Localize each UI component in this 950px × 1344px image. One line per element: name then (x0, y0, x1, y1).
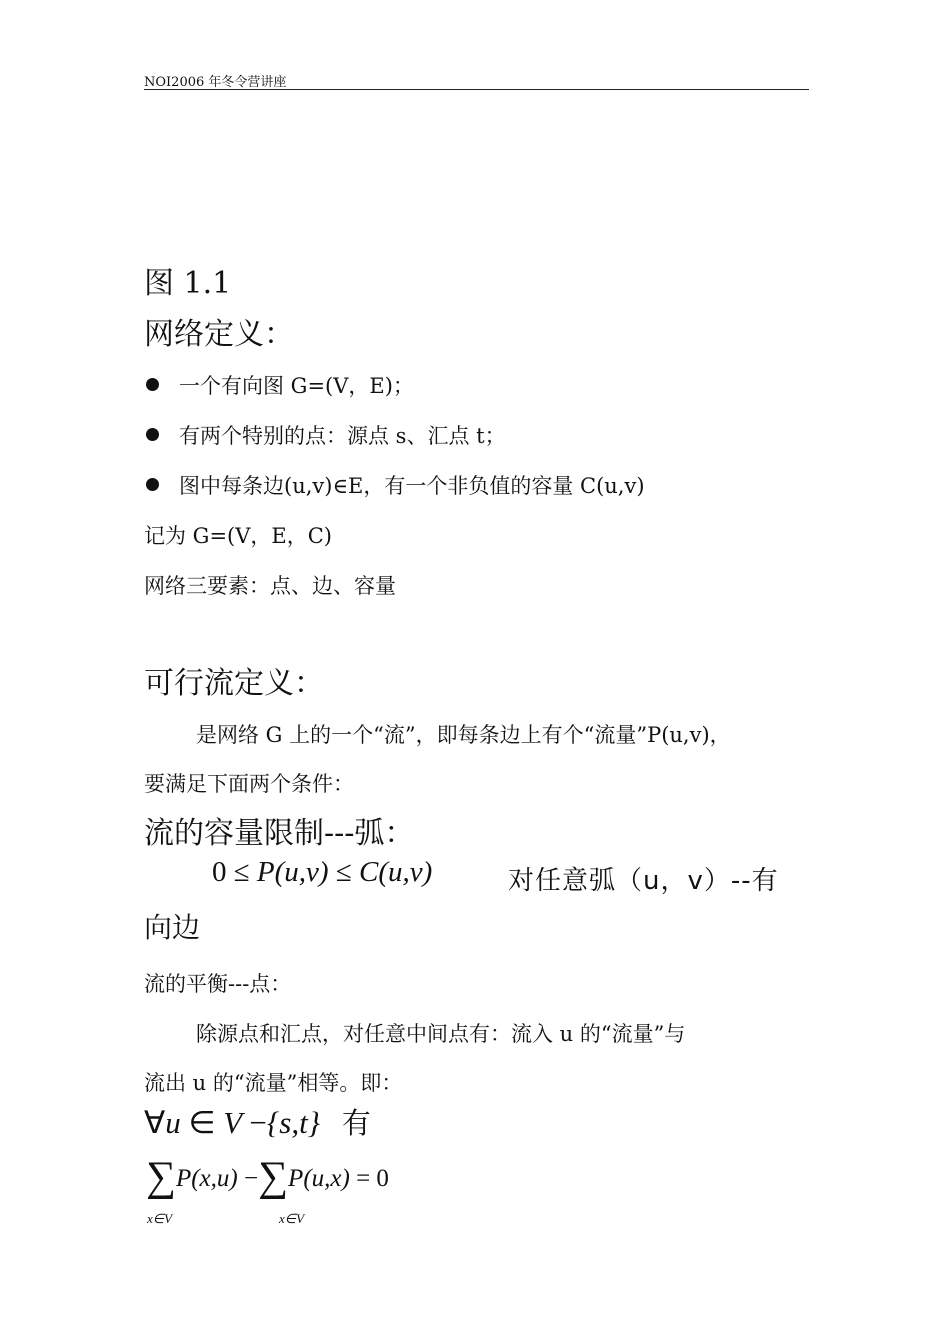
sum-subscript: x∈V (147, 1211, 173, 1226)
balance-heading: 流的平衡---点： (144, 972, 292, 996)
feasible-flow-paragraph-line2: 要满足下面两个条件： (144, 772, 354, 796)
formula-p: P (256, 856, 275, 888)
sigma-symbol: ∑ (258, 1154, 289, 1200)
bullet-dot-icon (146, 478, 159, 491)
network-definition-heading: 网络定义： (144, 317, 294, 352)
formula-args: (u,v) (274, 856, 329, 888)
sigma-symbol: ∑ (146, 1154, 176, 1200)
figure-caption: 图 1.1 (144, 266, 232, 301)
sum-term: P(x,u) (175, 1165, 238, 1192)
balance-line1: 除源点和汇点，对任意中间点有：流入 u 的“流量”与 (196, 1022, 686, 1046)
formula-args: (u,v) (378, 856, 433, 888)
network-notation: 记为 G=(V，E，C) (144, 524, 332, 548)
bullet-item (146, 370, 414, 400)
forall-formula (144, 1101, 371, 1142)
sum-term: P(u,x) (288, 1165, 350, 1192)
sum-formula (146, 1156, 389, 1198)
bullet-dot-icon (146, 428, 159, 441)
formula-leq: ≤ (233, 856, 250, 888)
network-three-elements: 网络三要素：点、边、容量 (144, 574, 396, 598)
bullet-item (146, 470, 645, 500)
formula-you: 有 (341, 1106, 371, 1140)
bullet-text: 图中每条边(u,v)∈E，有一个非负值的容量 C(u,v) (179, 474, 645, 498)
header-divider (144, 89, 809, 90)
capacity-note-line2: 向边 (144, 911, 201, 944)
page-header-title: NOI2006 年冬令营讲座 (144, 75, 287, 90)
formula-u: u (165, 1105, 181, 1140)
in-symbol: ∈ (188, 1105, 216, 1140)
feasible-flow-paragraph-line1: 是网络 G 上的一个“流”，即每条边上有个“流量”P(u,v)， (196, 723, 731, 747)
capacity-formula (212, 856, 432, 889)
balance-line2: 流出 u 的“流量”相等。即： (144, 1071, 403, 1095)
formula-set: {s,t} (266, 1105, 321, 1140)
equals-zero: = 0 (356, 1165, 389, 1192)
bullet-item (146, 420, 506, 450)
minus-symbol: − (249, 1105, 267, 1140)
bullet-text: 一个有向图 G=(V，E)； (179, 374, 414, 398)
formula-v: V (223, 1105, 242, 1140)
bullet-text: 有两个特别的点：源点 s、汇点 t； (179, 424, 506, 448)
capacity-constraint-heading: 流的容量限制---弧： (144, 816, 415, 851)
feasible-flow-heading: 可行流定义： (144, 666, 324, 701)
capacity-note-line1: 对任意弧（u，v）--有 (508, 866, 779, 896)
bullet-dot-icon (146, 378, 159, 391)
minus-symbol: − (243, 1165, 259, 1192)
formula-zero: 0 (212, 856, 227, 888)
sum-subscript: x∈V (279, 1211, 305, 1226)
forall-symbol: ∀ (144, 1105, 166, 1140)
formula-leq: ≤ (335, 856, 352, 888)
formula-c: C (359, 856, 379, 888)
